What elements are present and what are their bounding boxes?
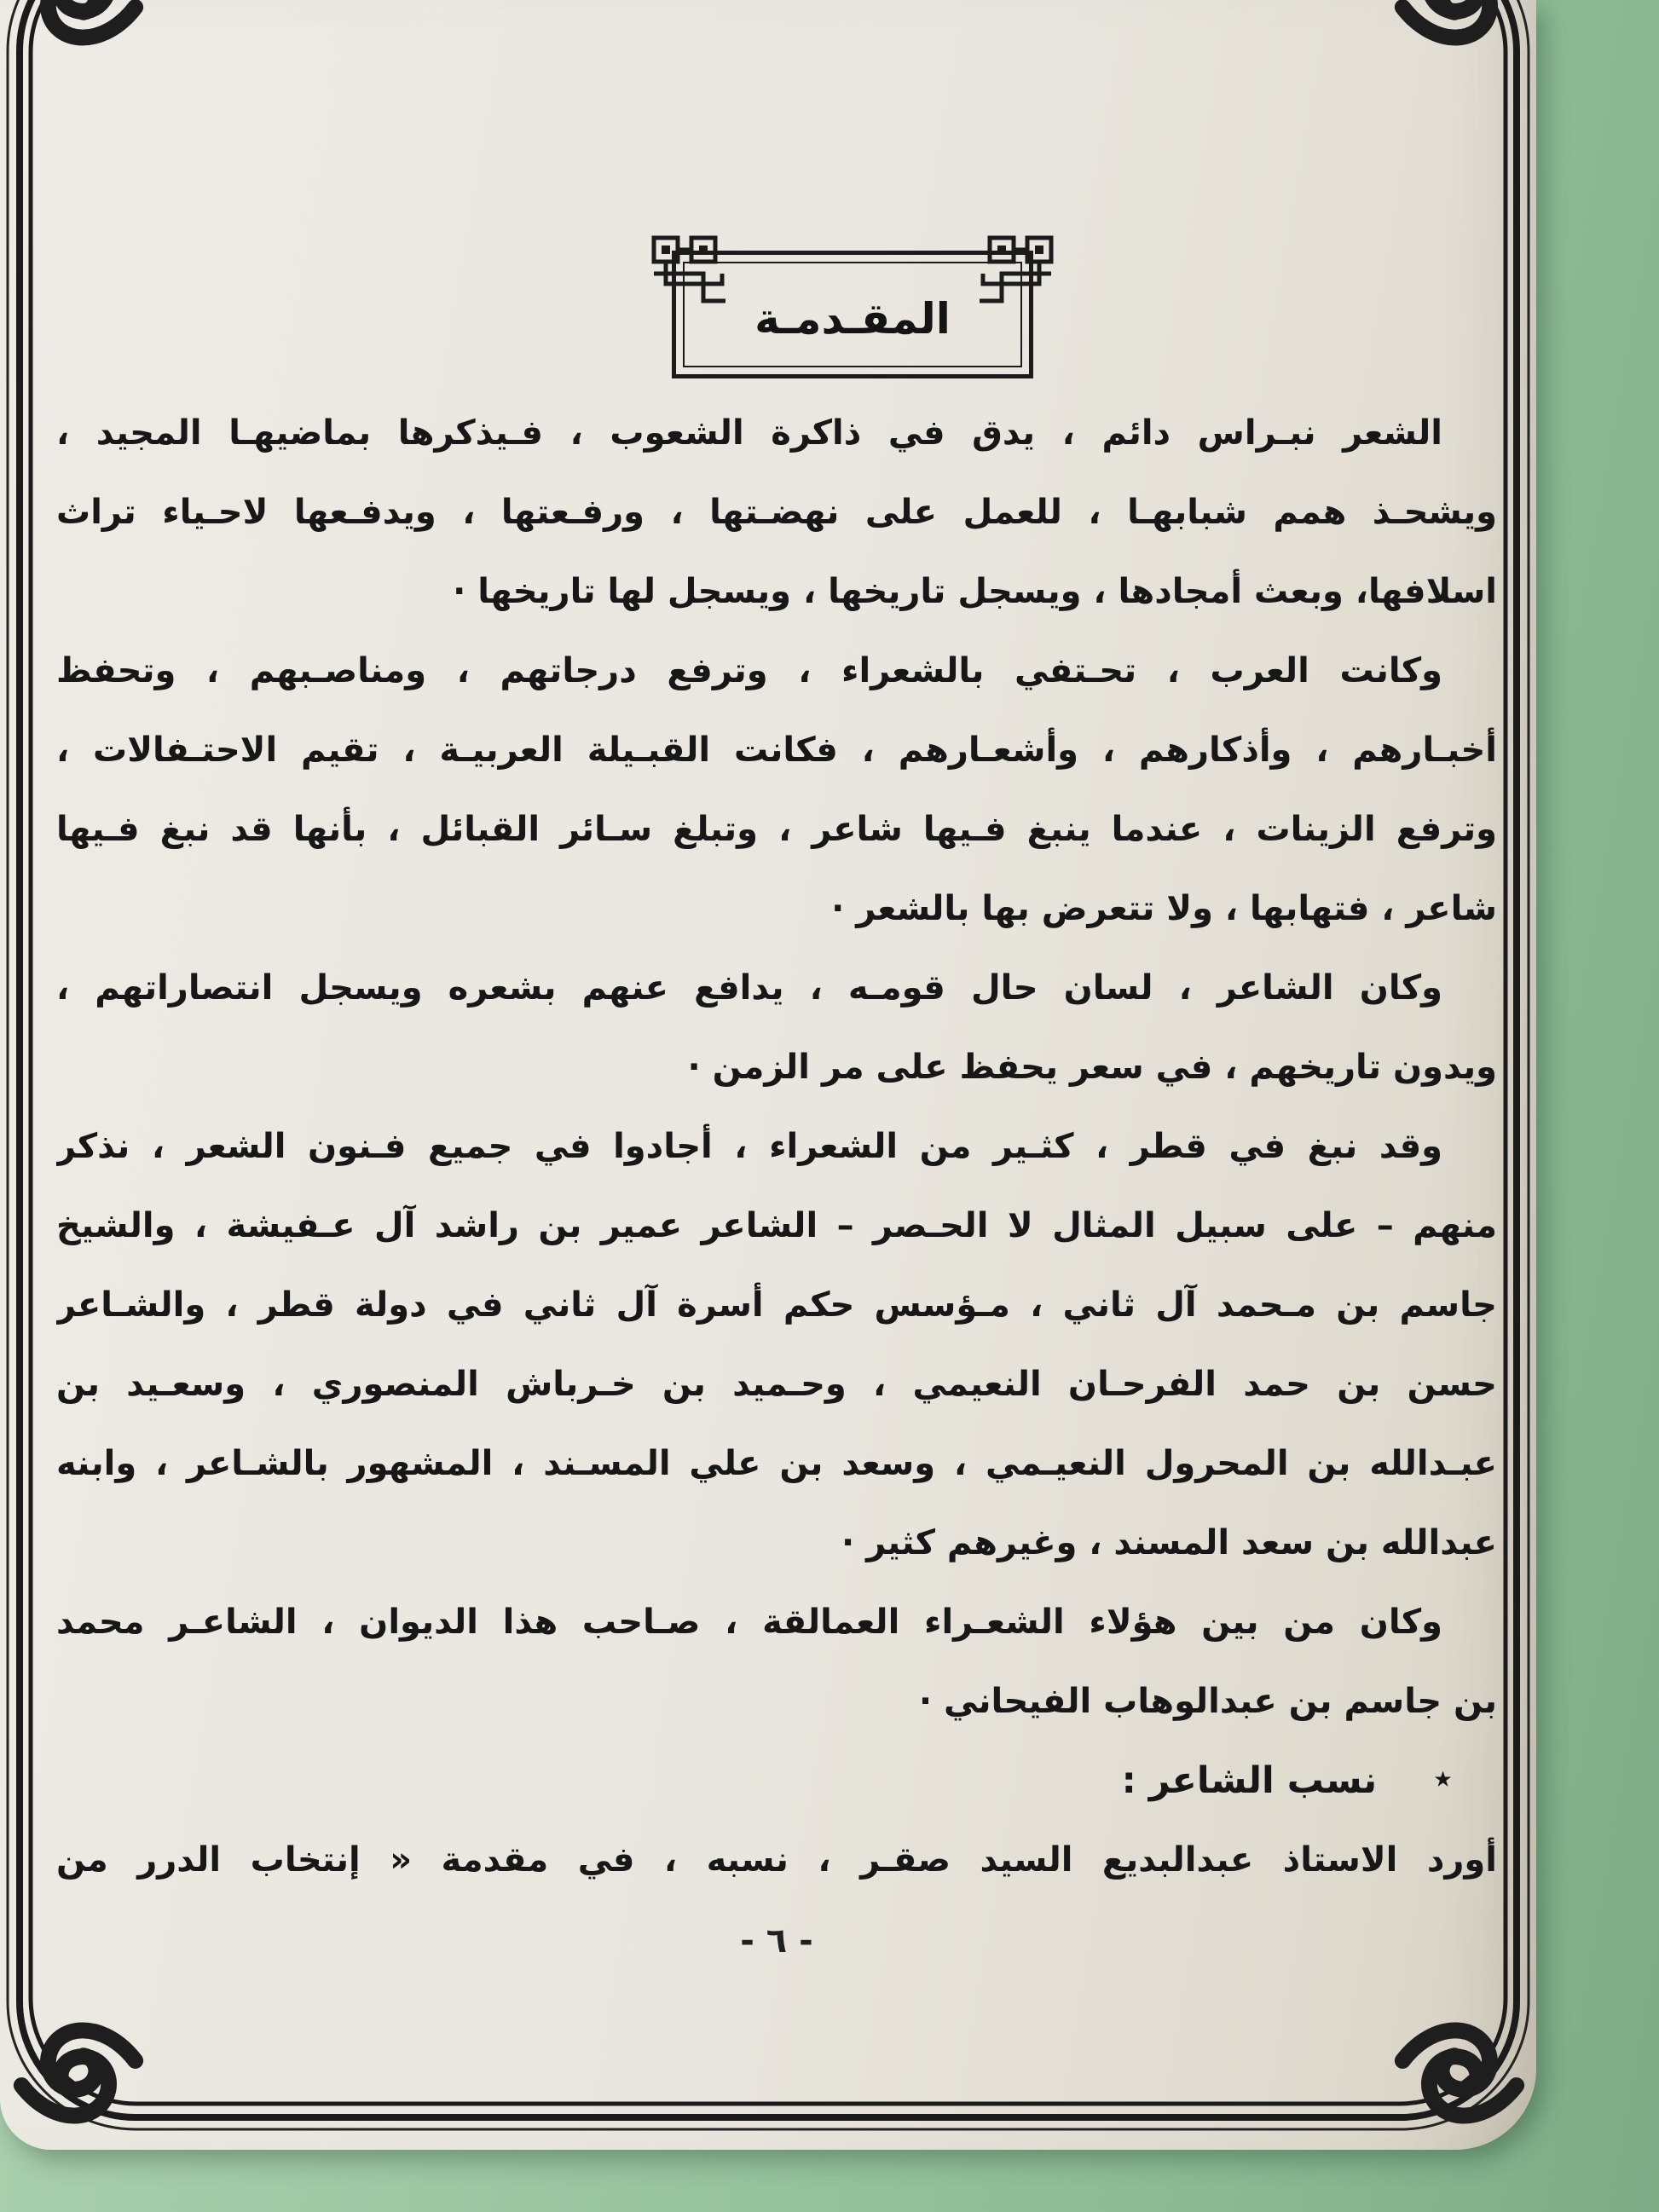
text-line: الشعر نبـراس دائم ، يدق في ذاكرة الشعوب ، فـيذكرها بماضيهـا المجيد ، [56, 413, 1442, 453]
text-line: منهم – على سبيل المثال لا الحـصر – الشاعر عمير بن راشد آل عـفيشة ، والشيخ [56, 1206, 1497, 1245]
asterisk-marker: ٭ [1433, 1757, 1453, 1799]
corner-flourish-icon [21, 2030, 135, 2116]
text-line: أخبـارهم ، وأذكارهم ، وأشعـارهم ، فكانت القبـيلة العربيـة ، تقيم الاحتـفالات ، [56, 731, 1497, 770]
text-line: اسلافها، وبعث أمجادها ، ويسجل تاريخها ، ويسجل لها تاريخها · [453, 572, 1497, 611]
text-line: بن جاسم بن عبدالوهاب الفيحاني · [918, 1682, 1497, 1721]
text-line: شاعر ، فتهابها ، ولا تتعرض بها بالشعر · [831, 889, 1497, 928]
text-line: وترفع الزينات ، عندما ينبغ فـيها شاعر ، وتبلغ سـائر القبائل ، بأنها قد نبغ فـيها [56, 810, 1497, 849]
text-line: حسن بن حمد الفرحـان النعيمي ، وحـميد بن خـرباش المنصوري ، وسعـيد بن [56, 1365, 1497, 1404]
corner-flourish-icon [1402, 0, 1516, 38]
text-line: عبدالله بن سعد المسند ، وغيرهم كثير · [841, 1523, 1497, 1562]
chapter-title: المقـدمـة [754, 294, 951, 344]
page-number: - ٦ - [740, 1921, 813, 1961]
text-line: وكانت العرب ، تحـتفي بالشعراء ، وترفع درجاتهم ، ومناصـبهم ، وتحفظ [56, 651, 1442, 690]
body-text [56, 394, 1497, 1900]
title-knot-icon [647, 231, 729, 306]
text-line: جاسم بن مـحمد آل ثاني ، مـؤسس حكم أسرة آل ثاني في دولة قطر ، والشـاعر [56, 1285, 1497, 1325]
section-heading: نسب الشاعر : [1121, 1759, 1378, 1802]
corner-flourish-icon [21, 0, 135, 38]
text-line: وقد نبغ في قطر ، كثـير من الشعراء ، أجادوا في جميع فـنون الشعر ، نذكر [56, 1127, 1442, 1166]
title-knot-icon [976, 231, 1058, 306]
text-line: ويشحـذ همم شبابهـا ، للعمل على نهضـتها ، ورفـعتها ، ويدفـعها لاحـياء تراث [56, 493, 1497, 532]
text-line: عبـدالله بن المحرول النعيـمي ، وسعد بن علي المسـند ، المشهور بالشـاعر ، وابنه [56, 1444, 1497, 1483]
text-line: ويدون تاريخهم ، في سعر يحفظ على مر الزمن · [687, 1048, 1497, 1087]
text-line: أورد الاستاذ عبدالبديع السيد صقـر ، نسبه ، في مقدمة « إنتخاب الدرر من [56, 1840, 1497, 1880]
section-heading-row [56, 1741, 1497, 1821]
chapter-title-box [672, 251, 1033, 378]
corner-flourish-icon [1402, 2030, 1516, 2116]
text-line: وكان الشاعر ، لسان حال قومـه ، يدافع عنهم بشعره ويسجل انتصاراتهم ، [56, 968, 1442, 1008]
text-line: وكان من بين هؤلاء الشعـراء العمالقة ، صـاحب هذا الديوان ، الشاعـر محمد [56, 1603, 1442, 1642]
